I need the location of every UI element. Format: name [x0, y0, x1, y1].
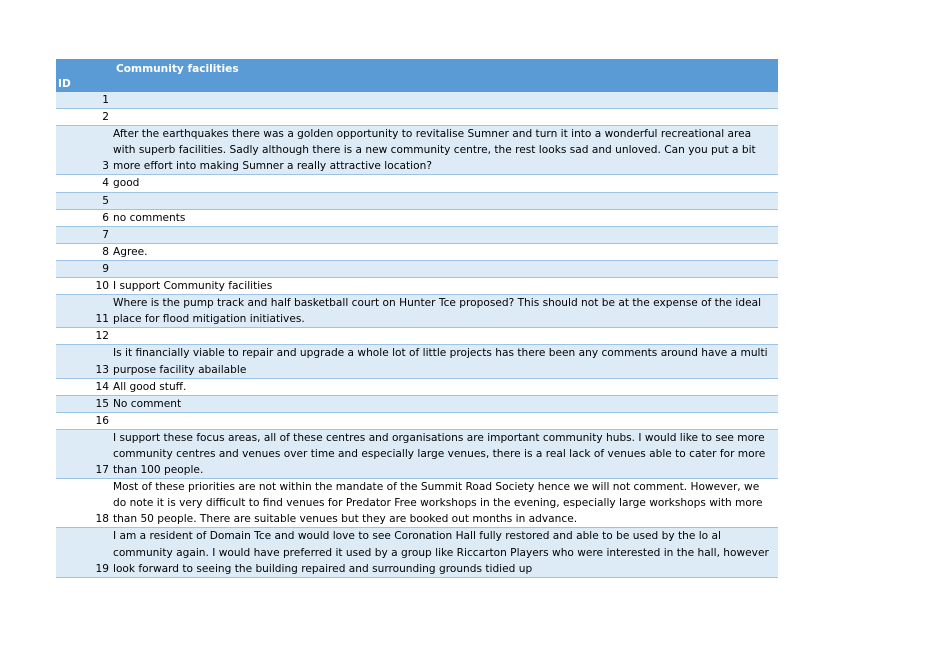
table-row: [56, 226, 778, 243]
table-row: [56, 328, 778, 345]
table-row: [56, 278, 778, 295]
row-id-cell[interactable]: 2: [56, 109, 112, 126]
header-id-label: ID: [58, 78, 71, 90]
row-id-cell[interactable]: 4: [56, 175, 112, 192]
row-id-cell[interactable]: 18: [56, 479, 112, 528]
row-id-cell[interactable]: 3: [56, 126, 112, 175]
row-comment-cell[interactable]: Where is the pump track and half basketball court on Hunter Tce proposed? This should not be at the expense of the ideal place for flood mitigation initiatives.: [112, 295, 778, 328]
table-row: [56, 395, 778, 412]
spreadsheet: [56, 59, 778, 578]
header-community-facilities-label: Community facilities: [116, 63, 239, 75]
row-id-cell[interactable]: 5: [56, 192, 112, 209]
row-comment-cell[interactable]: [112, 226, 778, 243]
row-comment-cell[interactable]: [112, 412, 778, 429]
table-row: [56, 209, 778, 226]
row-comment-cell[interactable]: I support these focus areas, all of these centres and organisations are important community hubs. I would like to see more community centres and venues over time and especially large venues, there is a real lack of venues able to cater for more than 100 people.: [112, 429, 778, 478]
row-id-cell[interactable]: 7: [56, 226, 112, 243]
row-id-cell[interactable]: 8: [56, 243, 112, 260]
row-comment-cell[interactable]: no comments: [112, 209, 778, 226]
row-comment-cell[interactable]: [112, 260, 778, 277]
row-comment-cell[interactable]: Agree.: [112, 243, 778, 260]
table-row: [56, 126, 778, 175]
table-row: [56, 412, 778, 429]
row-comment-cell[interactable]: No comment: [112, 395, 778, 412]
row-id-cell[interactable]: 16: [56, 412, 112, 429]
row-comment-cell[interactable]: I support Community facilities: [112, 278, 778, 295]
header-community-facilities-cell[interactable]: [112, 59, 778, 92]
row-id-cell[interactable]: 19: [56, 528, 112, 577]
table-row: [56, 92, 778, 109]
table-row: [56, 528, 778, 577]
row-id-cell[interactable]: 6: [56, 209, 112, 226]
row-id-cell[interactable]: 12: [56, 328, 112, 345]
row-id-cell[interactable]: 17: [56, 429, 112, 478]
row-comment-cell[interactable]: [112, 109, 778, 126]
comments-table: [56, 59, 778, 578]
row-id-cell[interactable]: 10: [56, 278, 112, 295]
row-comment-cell[interactable]: Most of these priorities are not within the mandate of the Summit Road Society hence we will not comment. However, we do note it is very difficult to find venues for Predator Free workshops in the evening, especially large workshops with more than 50 people. There are suitable venues but they are booked out months in advance.: [112, 479, 778, 528]
row-comment-cell[interactable]: After the earthquakes there was a golden opportunity to revitalise Sumner and turn it into a wonderful recreational area with superb facilities. Sadly although there is a new community centre, the rest looks sad and unloved. Can you put a bit more effort into making Sumner a really attractive location?: [112, 126, 778, 175]
row-comment-cell[interactable]: [112, 92, 778, 109]
row-comment-cell[interactable]: I am a resident of Domain Tce and would love to see Coronation Hall fully restored and able to be used by the lo al community again. I would have preferred it used by a group like Riccarton Players who were interested in the hall, however look forward to seeing the building repaired and surrounding grounds tidied up: [112, 528, 778, 577]
row-id-cell[interactable]: 14: [56, 378, 112, 395]
row-id-cell[interactable]: 13: [56, 345, 112, 378]
row-id-cell[interactable]: 9: [56, 260, 112, 277]
table-row: [56, 479, 778, 528]
table-row: [56, 295, 778, 328]
row-comment-cell[interactable]: All good stuff.: [112, 378, 778, 395]
row-id-cell[interactable]: 15: [56, 395, 112, 412]
row-comment-cell[interactable]: Is it financially viable to repair and upgrade a whole lot of little projects has there been any comments around have a multi purpose facility abailable: [112, 345, 778, 378]
table-row: [56, 192, 778, 209]
header-row: [56, 59, 778, 92]
table-row: [56, 109, 778, 126]
table-row: [56, 175, 778, 192]
row-id-cell[interactable]: 1: [56, 92, 112, 109]
header-id-cell[interactable]: [56, 59, 112, 92]
row-comment-cell[interactable]: good: [112, 175, 778, 192]
table-row: [56, 378, 778, 395]
table-row: [56, 260, 778, 277]
row-comment-cell[interactable]: [112, 328, 778, 345]
table-row: [56, 345, 778, 378]
table-row: [56, 429, 778, 478]
table-row: [56, 243, 778, 260]
row-id-cell[interactable]: 11: [56, 295, 112, 328]
row-comment-cell[interactable]: [112, 192, 778, 209]
